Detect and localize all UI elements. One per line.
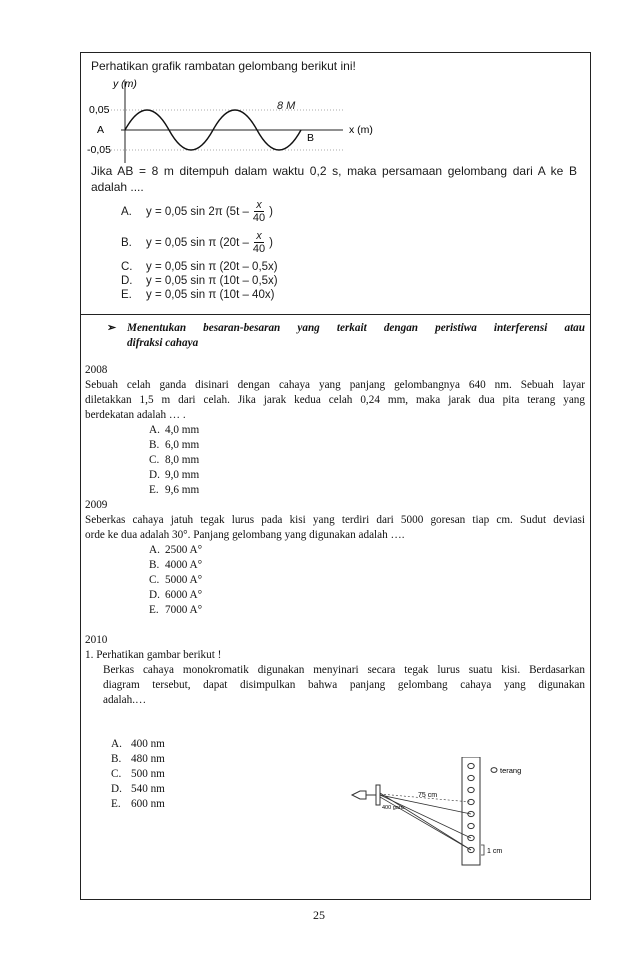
q2010-line1: Berkas cahaya monokromatik digunakan menyinari secara tegak lurus suatu kisi. Berdasarkan xyxy=(103,664,585,676)
q2008-line2: diletakkan 1,5 m dari celah. Jika jarak kedua celah 0,24 mm, maka jarak dua pita terang yang xyxy=(85,394,585,406)
q2010-line2: diagram tersebut, dapat disimpulkan bahwa panjang gelombang cahaya yang digunakan xyxy=(103,679,585,691)
y-axis-label: y (m) xyxy=(113,78,137,90)
screen-spots xyxy=(468,763,474,852)
q2009-option-c: C. 5000 A° xyxy=(149,574,203,586)
q2008-line3: berdekatan adalah … . xyxy=(85,409,186,421)
q2010-option-c: C. 500 nm xyxy=(111,768,165,780)
wave-option-c: C. y = 0,05 sin π (20t – 0,5x) xyxy=(121,261,278,273)
q2010-line3: adalah.… xyxy=(103,694,147,706)
wave-option-b: B. y = 0,05 sin π (20t – $\frac{x}{40}$ ) xyxy=(121,230,273,255)
q2010-option-d: D. 540 nm xyxy=(111,783,165,795)
q2009-option-b: B. 4000 A° xyxy=(149,559,203,571)
q2008-line1: Sebuah celah ganda disinari dengan cahaya yang panjang gelombangnya 640 nm. Sebuah layar xyxy=(85,379,585,391)
point-a-label: A xyxy=(97,124,105,136)
grating xyxy=(376,785,380,805)
section-heading: ➢ Menentukan besaran-besaran yang terkait dengan peristiwa interferensi atau difraksi cahaya xyxy=(107,322,585,349)
page-frame xyxy=(80,52,591,900)
grating-diagram xyxy=(340,757,580,867)
spacing-label: 1 cm xyxy=(487,848,503,855)
q2008-option-d: D. 9,0 mm xyxy=(149,469,200,481)
x-axis-label: x (m) xyxy=(349,124,373,136)
year-2008: 2008 xyxy=(85,364,108,376)
q2010-option-b: B. 480 nm xyxy=(111,753,165,765)
q2009-line1: Seberkas cahaya jatuh tegak lurus pada kisi yang terdiri dari 5000 goresan tiap cm. Sudut deviasi xyxy=(85,514,585,526)
q2008-option-e: E. 9,6 mm xyxy=(149,484,200,496)
slit-label: 400 garis xyxy=(382,805,405,811)
section-divider xyxy=(81,314,590,315)
year-2010: 2010 xyxy=(85,634,108,646)
terang-label: terang xyxy=(500,766,522,775)
fraction: $\frac{x}{40}$ xyxy=(252,199,266,224)
q2010-intro: 1. Perhatikan gambar berikut ! xyxy=(85,649,222,661)
page-number: 25 xyxy=(313,908,325,922)
fraction: $\frac{x}{40}$ xyxy=(252,230,266,255)
tick-bottom: -0,05 xyxy=(87,144,111,156)
wave-option-a: A. y = 0,05 sin 2π (5t – $\frac{x}{40}$ ) xyxy=(121,199,273,224)
distance-label: 75 cm xyxy=(418,792,438,799)
wave-graph xyxy=(87,75,417,167)
q2008-option-a: A. 4,0 mm xyxy=(149,424,200,436)
year-2009: 2009 xyxy=(85,499,108,511)
point-b-label: B xyxy=(307,132,315,144)
q2008-option-c: C. 8,0 mm xyxy=(149,454,200,466)
q2010-option-e: E. 600 nm xyxy=(111,798,165,810)
terang-marker-icon xyxy=(491,768,497,773)
light-source-icon xyxy=(352,791,366,799)
wave-question-title: Perhatikan grafik rambatan gelombang berikut ini! xyxy=(91,59,356,73)
handwritten-note: 8 M xyxy=(277,100,296,112)
wave-option-d: D. y = 0,05 sin π (10t – 0,5x) xyxy=(121,275,278,287)
q2010-option-a: A. 400 nm xyxy=(111,738,165,750)
bullet-arrow-icon: ➢ xyxy=(107,322,117,334)
q2009-option-d: D. 6000 A° xyxy=(149,589,203,601)
q2009-line2: orde ke dua adalah 30°. Panjang gelombang yang digunakan adalah …. xyxy=(85,529,405,541)
wave-question-text: Jika AB = 8 m ditempuh dalam waktu 0,2 s, maka persamaan gelombang dari A ke B adalah .... xyxy=(91,164,577,194)
tick-top: 0,05 xyxy=(89,104,110,116)
q2008-option-b: B. 6,0 mm xyxy=(149,439,200,451)
q2009-option-e: E. 7000 A° xyxy=(149,604,203,616)
q2009-option-a: A. 2500 A° xyxy=(149,544,203,556)
wave-option-e: E. y = 0,05 sin π (10t – 40x) xyxy=(121,289,275,301)
